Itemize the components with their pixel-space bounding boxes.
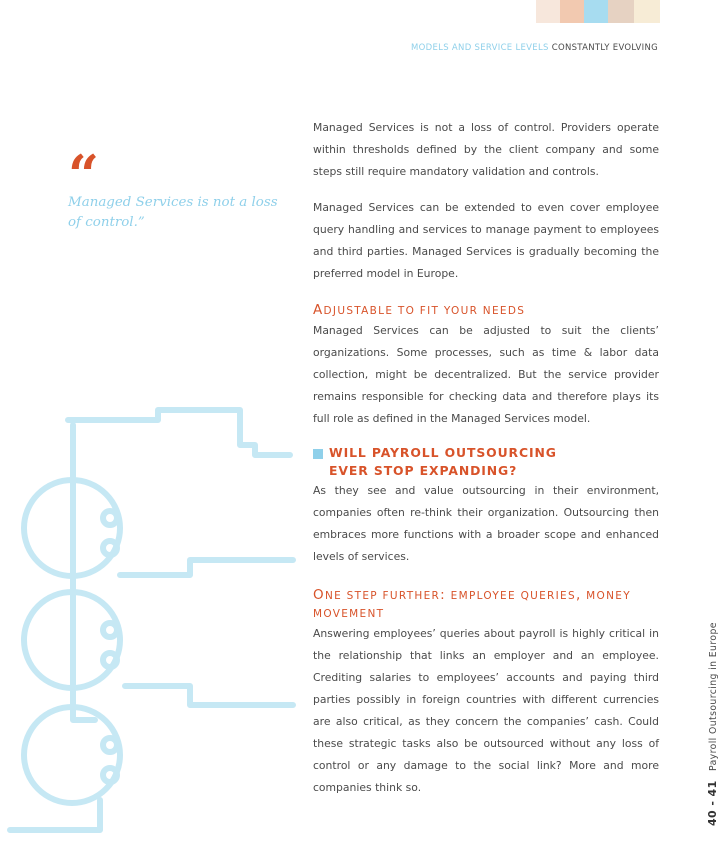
square-bullet-icon xyxy=(313,449,323,459)
color-swatch-2 xyxy=(560,0,584,23)
header-section: MODELS AND SERVICE LEVELS xyxy=(411,43,549,53)
publication-title: Payroll Outsourcing in Europe xyxy=(708,622,719,771)
main-column xyxy=(313,117,659,799)
decorative-illustration xyxy=(0,0,300,867)
heading-line-1: WILL PAYROLL OUTSOURCING xyxy=(329,445,557,460)
paragraph-queries: Answering employees’ queries about payroll is highly critical in the relationship that links an employer and an employee. Crediting salaries to employees’ accounts and paying third parties possibly in foreign countries with different currencies are also critical, as they concern the companies’ cash. Could these strategic tasks also be outsourced without any loss of control or any damage to the social link? More and more companies think so. xyxy=(313,627,659,794)
color-swatch-4 xyxy=(608,0,634,23)
paragraph-control: Managed Services is not a loss of control. Providers operate within thresholds defined by the client company and some steps still require mandatory validation and controls. xyxy=(313,121,659,178)
paragraph-adjustable: Managed Services can be adjusted to suit the clients’ organizations. Some processes, such as time & labor data collection, might be decentralized. But the service provider remains responsible for checking data and therefore plays its full role as defined in the Managed Services model. xyxy=(313,324,659,425)
heading-adjustable: ADJUSTABLE TO FIT YOUR NEEDS xyxy=(313,302,526,318)
pull-quote: Managed Services is not a loss of control.” xyxy=(68,195,278,230)
side-folio xyxy=(706,622,719,826)
heading-line-2: EVER STOP EXPANDING? xyxy=(329,463,518,478)
paragraph-extension: Managed Services can be extended to even cover employee query handling and services to manage payment to employees and third parties. Managed Services is gradually becoming the preferred model in Europe. xyxy=(313,201,659,280)
page-numbers: 40 - 41 xyxy=(706,780,719,826)
heading-will-payroll xyxy=(313,444,659,480)
color-swatch-1 xyxy=(536,0,560,23)
color-swatch-3 xyxy=(584,0,608,23)
running-header xyxy=(411,43,658,53)
paragraph-outsourcing: As they see and value outsourcing in their environment, companies often re-think their organization. Outsourcing then embraces more functions with a broader scope and enhanced levels of services. xyxy=(313,484,659,563)
heading-one-step: ONE STEP FURTHER: EMPLOYEE QUERIES, MONEY MOVEMENT xyxy=(313,587,631,620)
header-subtitle: CONSTANTLY EVOLVING xyxy=(551,43,658,53)
quote-mark-icon: “ xyxy=(68,143,100,207)
color-swatch-5 xyxy=(634,0,660,23)
